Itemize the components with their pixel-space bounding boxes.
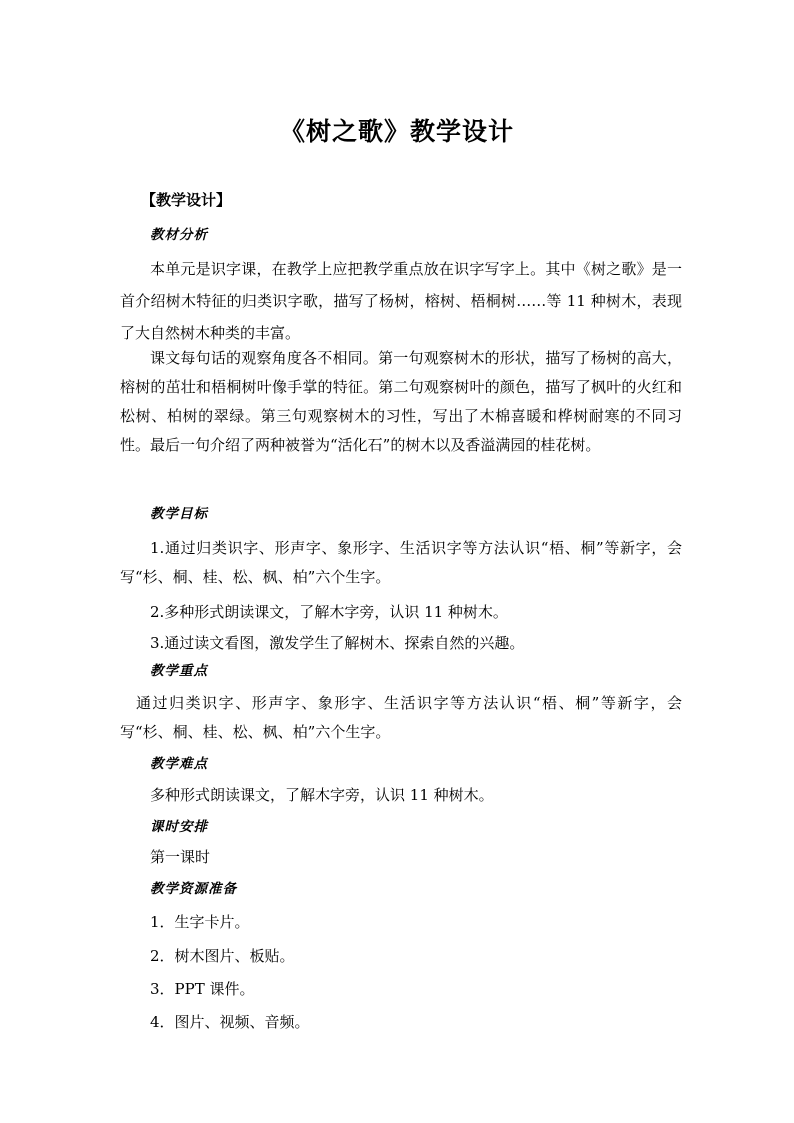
- difficulties-text: 多种形式朗读课文，了解木字旁，认识 11 种树木。: [150, 786, 494, 804]
- resource-item: 1．生字卡片。: [150, 913, 250, 931]
- analysis-heading: 教材分析: [150, 227, 208, 243]
- goal-item-2: 2.多种形式朗读课文，了解木字旁，认识 11 种树木。: [150, 603, 508, 621]
- schedule-text: 第一课时: [150, 848, 211, 866]
- resource-item: 4．图片、视频、音频。: [150, 1013, 310, 1031]
- key-points-text: 通过归类识字、形声字、象形字、生活识字等方法认识“梧、桐”等新字，会写“杉、桐、桂、松、枫、柏”六个生字。: [120, 694, 682, 741]
- resource-item: 2．树木图片、板贴。: [150, 947, 295, 965]
- page-title: 《树之歌》教学设计: [279, 117, 514, 146]
- key-points-heading: 教学重点: [150, 663, 208, 679]
- analysis-paragraph-2: 课文每句话的观察角度各不相同。第一句观察树木的形状，描写了杨树的高大，榕树的茁壮和梧桐树叶像手掌的特征。第二句观察树叶的颜色，描写了枫叶的火红和松树、柏树的翠绿。第三句观察树木的习性，写出了木棉喜暖和桦树耐寒的不同习性。最后一句介绍了两种被誉为“活化石”的树木以及香溢满园的桂花树。: [120, 349, 682, 454]
- analysis-paragraph-1: 本单元是识字课，在教学上应把教学重点放在识字写字上。其中《树之歌》是一首介绍树木特征的归类识字歌，描写了杨树，榕树、梧桐树……等 11 种树木，表现了大自然树木种类的丰富。: [120, 260, 682, 342]
- section-label: 【教学设计】: [141, 191, 232, 209]
- resources-heading: 教学资源准备: [150, 881, 237, 897]
- difficulties-heading: 教学难点: [150, 756, 208, 772]
- schedule-heading: 课时安排: [150, 819, 208, 835]
- resource-item: 3．PPT 课件。: [150, 980, 255, 998]
- goals-heading: 教学目标: [150, 506, 208, 522]
- goal-item-3: 3.通过读文看图，激发学生了解树木、探索自然的兴趣。: [150, 634, 525, 652]
- goal-item-1: 1.通过归类识字、形声字、象形字、生活识字等方法认识“梧、桐”等新字，会写“杉、桐、桂、松、枫、柏”六个生字。: [120, 539, 682, 586]
